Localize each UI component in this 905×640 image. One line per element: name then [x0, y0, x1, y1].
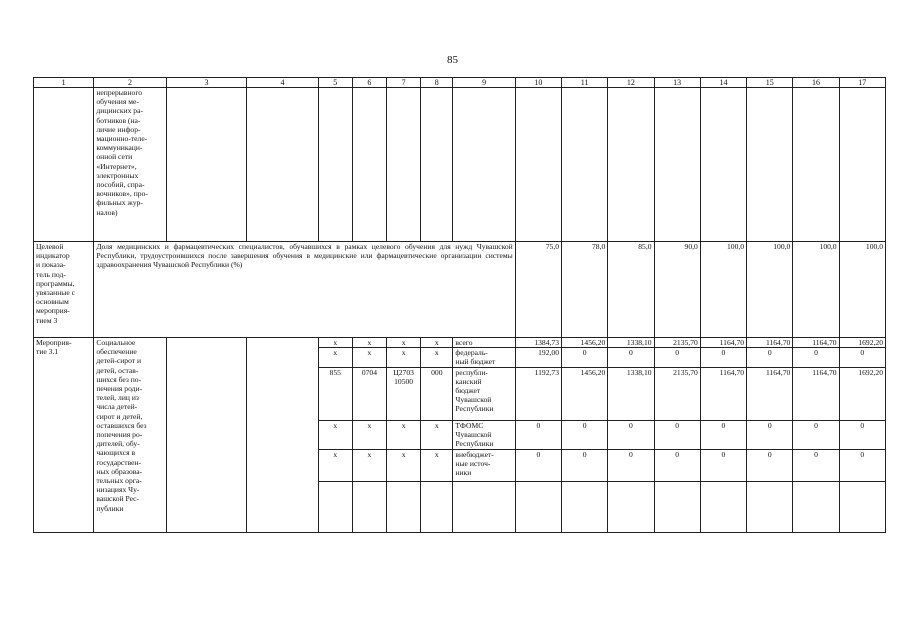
- cell: 1164,70: [793, 338, 839, 348]
- cell: 1164,70: [747, 367, 793, 420]
- cell: 0: [700, 449, 746, 481]
- col-header: 12: [608, 78, 654, 88]
- cell: 1692,20: [839, 367, 885, 420]
- indicator-description: Доля медицинских и фармацевтических специалистов, обучавшихся в рамках целевого обучения для нужд Чувашской Республики, трудоустроившихся после завершения обучения в медицинские или фармацевтические организации системы здравоохранения Чувашской Республики (%): [94, 242, 515, 338]
- indicator-value: 100,0: [793, 242, 839, 338]
- indicator-label: Целевой индикатор и показа- тель под- программы, увязанные с основным мероприя- тием 3: [34, 242, 94, 338]
- indicator-value: 78,0: [562, 242, 608, 338]
- col-header: 14: [700, 78, 746, 88]
- indicator-value: 100,0: [747, 242, 793, 338]
- col-header: 10: [515, 78, 561, 88]
- cell: 0: [747, 449, 793, 481]
- col-header: 5: [318, 78, 352, 88]
- budget-table: [33, 77, 886, 533]
- cell: 0: [562, 420, 608, 449]
- cell: x: [387, 338, 421, 348]
- funding-source: республи- канский бюджет Чувашской Республики: [453, 367, 515, 420]
- col-header: 3: [166, 78, 246, 88]
- cell: 0: [654, 449, 700, 481]
- cell: x: [318, 420, 352, 449]
- measure-label: Мероприя- тие 3.1: [34, 338, 94, 533]
- col-header: 9: [453, 78, 515, 88]
- col-header: 2: [94, 78, 166, 88]
- cell: 0: [793, 449, 839, 481]
- col-header: 11: [562, 78, 608, 88]
- cell: 0: [839, 348, 885, 367]
- indicator-row: [34, 242, 886, 338]
- cell: 1164,70: [700, 338, 746, 348]
- cell: 0: [654, 348, 700, 367]
- cell: x: [387, 348, 421, 367]
- cell: x: [318, 348, 352, 367]
- indicator-value: 90,0: [654, 242, 700, 338]
- funding-source: всего: [453, 338, 515, 348]
- cell: 192,00: [515, 348, 561, 367]
- cell: x: [352, 420, 386, 449]
- cell: 1164,70: [700, 367, 746, 420]
- funding-source: ТФОМС Чувашской Республики: [453, 420, 515, 449]
- col-header: 8: [421, 78, 453, 88]
- funding-source: федераль- ный бюджет: [453, 348, 515, 367]
- cell: x: [421, 348, 453, 367]
- funding-source: внебюджет- ные источ- ники: [453, 449, 515, 481]
- cell: 1338,10: [608, 367, 654, 420]
- cell: x: [352, 348, 386, 367]
- page-number: 85: [447, 54, 458, 66]
- cell: 1456,20: [562, 367, 608, 420]
- col-header: 1: [34, 78, 94, 88]
- cell: x: [352, 338, 386, 348]
- cell: 855: [318, 367, 352, 420]
- continuation-text: непрерывного обучения ме- дицинских ра- ботников (на- личие инфор- мационно-теле- коммуникаци- онной сети «Интернет», электронных пособий, спра- вочников», про- фильных жур- налов): [94, 88, 166, 242]
- cell: x: [421, 338, 453, 348]
- cell: 1456,20: [562, 338, 608, 348]
- cell: 0: [608, 348, 654, 367]
- cell: 0: [839, 420, 885, 449]
- cell: 0: [608, 420, 654, 449]
- cell: x: [421, 449, 453, 481]
- cell: 1164,70: [793, 367, 839, 420]
- cell: 2135,70: [654, 367, 700, 420]
- cell: x: [421, 420, 453, 449]
- cell: 0: [515, 449, 561, 481]
- cell: 1338,10: [608, 338, 654, 348]
- cell: 1384,73: [515, 338, 561, 348]
- col-header: 13: [654, 78, 700, 88]
- cell: 0: [515, 420, 561, 449]
- col-header: 17: [839, 78, 885, 88]
- cell: 2135,70: [654, 338, 700, 348]
- cell: 000: [421, 367, 453, 420]
- col-header: 15: [747, 78, 793, 88]
- cell: 0: [747, 348, 793, 367]
- table-row: [34, 338, 886, 348]
- cell: 1692,20: [839, 338, 885, 348]
- indicator-value: 100,0: [700, 242, 746, 338]
- indicator-value: 85,0: [608, 242, 654, 338]
- cell: x: [318, 449, 352, 481]
- cell: 0: [793, 420, 839, 449]
- cell: 0: [562, 348, 608, 367]
- col-header: 7: [387, 78, 421, 88]
- cell: x: [387, 420, 421, 449]
- cell: 1192,73: [515, 367, 561, 420]
- cell: 0: [608, 449, 654, 481]
- cell: 0: [654, 420, 700, 449]
- cell: 0: [700, 420, 746, 449]
- cell: 0: [747, 420, 793, 449]
- cell: x: [352, 449, 386, 481]
- col-header: 16: [793, 78, 839, 88]
- cell: 0: [793, 348, 839, 367]
- cell: 0704: [352, 367, 386, 420]
- cell: x: [318, 338, 352, 348]
- cell: 1164,70: [747, 338, 793, 348]
- indicator-value: 100,0: [839, 242, 885, 338]
- col-header: 6: [352, 78, 386, 88]
- header-row: [34, 78, 886, 88]
- cell: x: [387, 449, 421, 481]
- col-header: 4: [247, 78, 318, 88]
- cell: 0: [700, 348, 746, 367]
- indicator-value: 75,0: [515, 242, 561, 338]
- cell: 0: [562, 449, 608, 481]
- cell: 0: [839, 449, 885, 481]
- measure-description: Социальное обеспечение детей-сирот и детей, остав- шихся без по- печения роди- телей, лиц из числа детей- сирот и детей, оставшихся без попечения ро- дителей, обу- чающихся в государствен- ных образова- тельных орга- низациях Чу- вашской Рес- публики: [94, 338, 166, 533]
- cell: Ц2703 10500: [387, 367, 421, 420]
- continuation-row: [34, 88, 886, 242]
